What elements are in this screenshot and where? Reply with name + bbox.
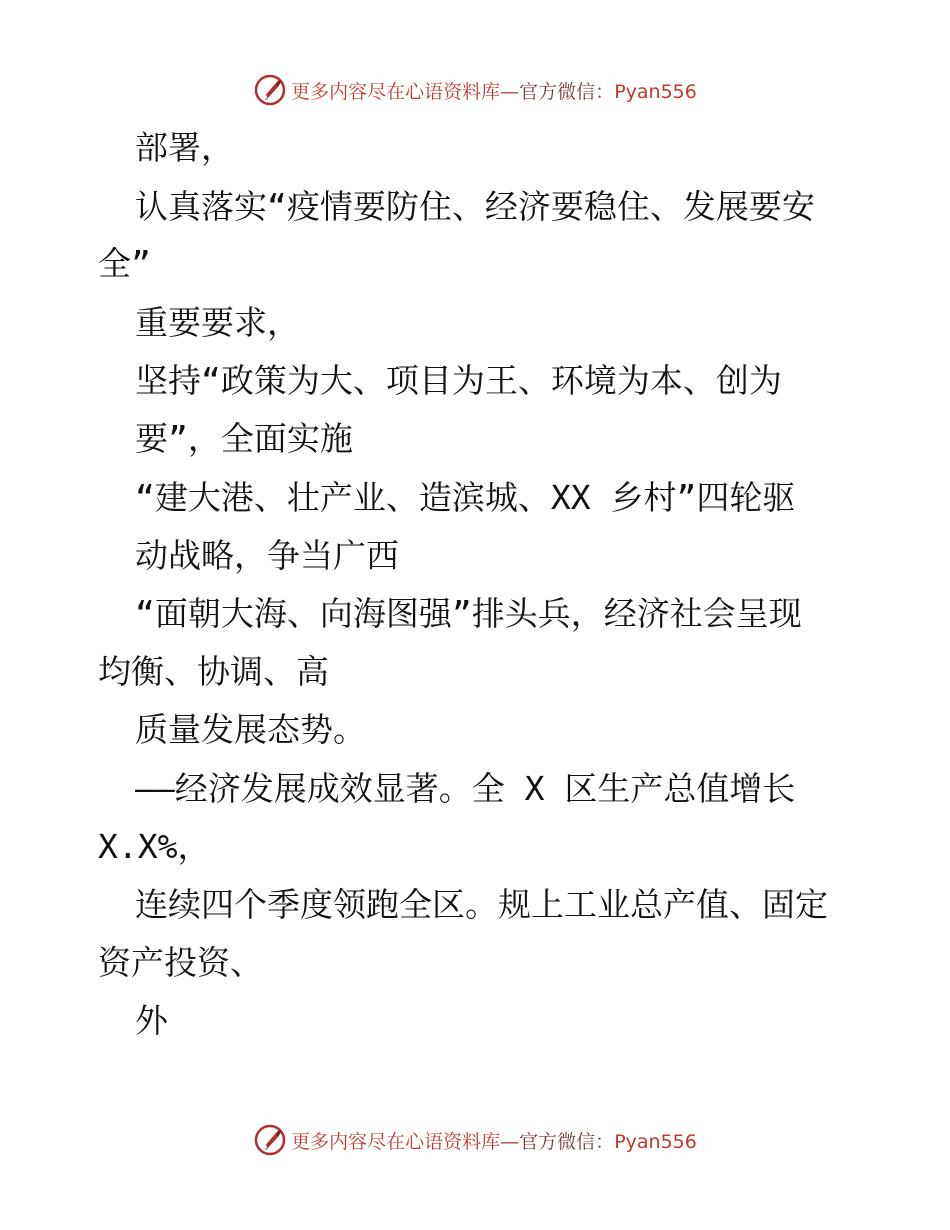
- watermark-text: 更多内容尽在心语资料库—官方微信：Pyan556: [291, 1130, 697, 1153]
- body-line: 部署，: [135, 128, 234, 167]
- body-line: 资产投资、: [98, 943, 263, 982]
- body-line: “面朝大海、向海图强”排头兵，经济社会呈现: [135, 594, 802, 633]
- body-line: 质量发展态势。: [135, 710, 366, 749]
- fountain-pen-logo-icon: [253, 1123, 287, 1157]
- body-line: ——经济发展成效显著。全 X 区生产总值增长: [135, 769, 796, 808]
- footer-watermark: [0, 1120, 950, 1160]
- body-line: 认真落实“疫情要防住、经济要稳住、发展要安: [135, 187, 815, 226]
- body-line: 连续四个季度领跑全区。规上工业总产值、固定: [135, 885, 828, 924]
- body-line: 全”: [98, 244, 151, 283]
- body-line: 均衡、协调、高: [98, 652, 329, 691]
- body-line: 动战略，争当广西: [135, 536, 399, 575]
- body-line: 要”，全面实施: [135, 419, 353, 458]
- body-line: 重要要求，: [135, 303, 300, 342]
- watermark-text: 更多内容尽在心语资料库—官方微信：Pyan556: [291, 80, 697, 103]
- body-line: 坚持“政策为大、项目为王、环境为本、创为: [135, 361, 782, 400]
- body-line: 外: [135, 1001, 168, 1040]
- body-line: “建大港、壮产业、造滨城、XX 乡村”四轮驱: [135, 478, 796, 517]
- body-line: X.X%，: [98, 827, 211, 866]
